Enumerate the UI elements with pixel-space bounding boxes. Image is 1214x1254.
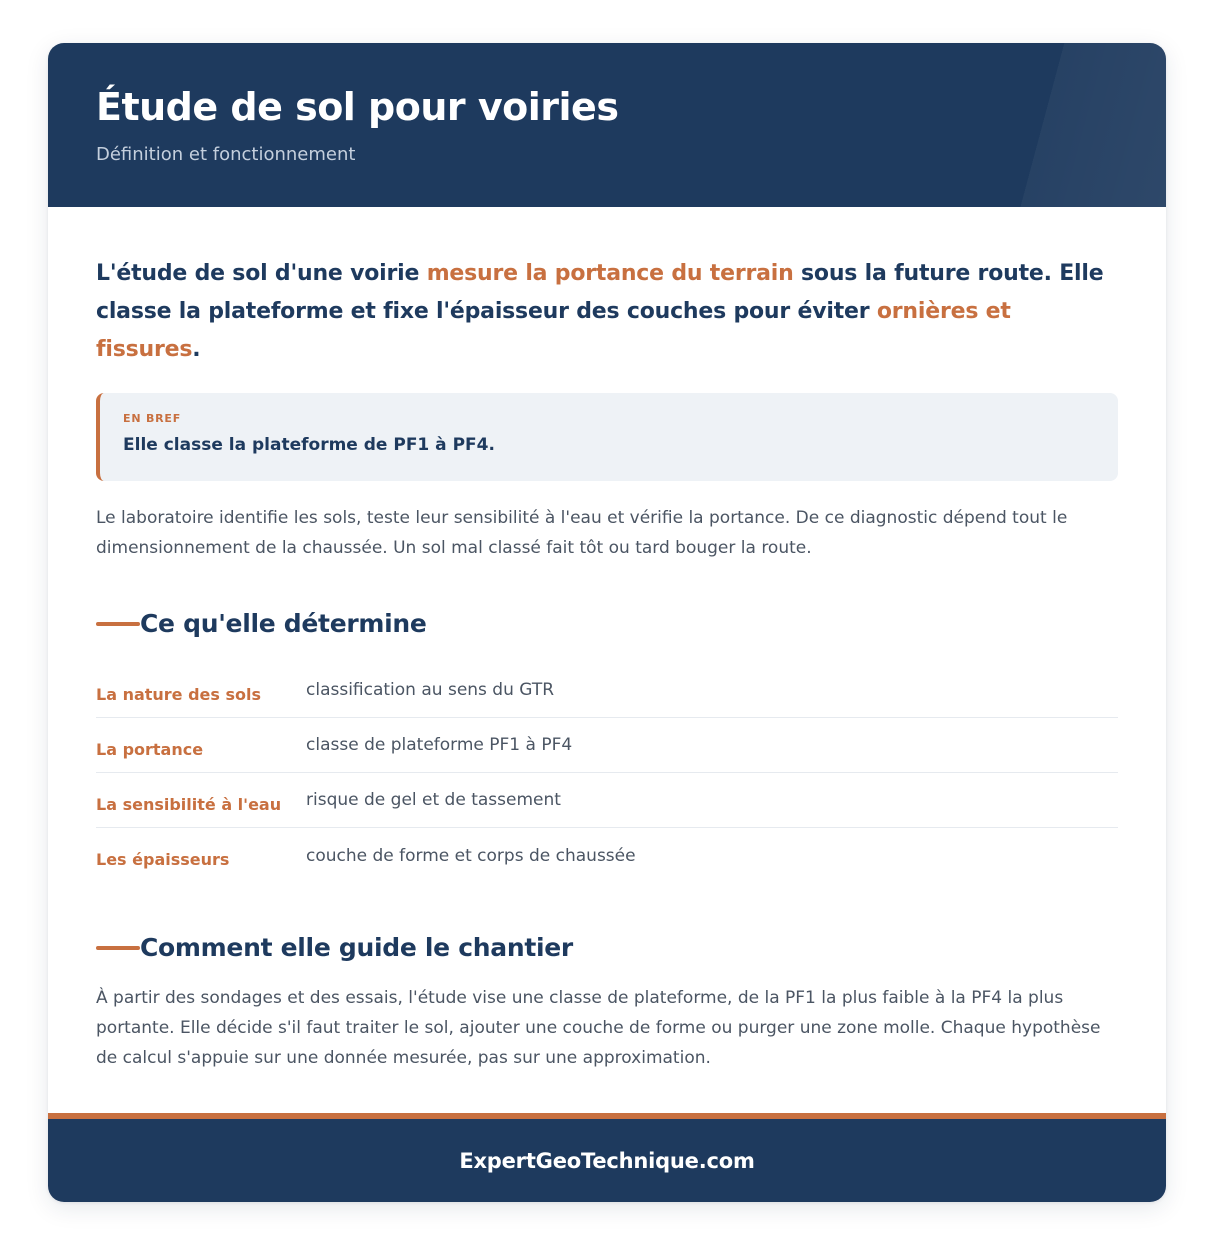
row-key: Les épaisseurs bbox=[96, 850, 230, 869]
intro-paragraph: Le laboratoire identifie les sols, teste leur sensibilité à l'eau et vérifie la portance. De ce diagnostic dépend tout le dimensionnement de la chaussée. Un sol mal classé fait tôt ou tard bouger la route. bbox=[96, 508, 1068, 558]
table-row bbox=[96, 663, 1118, 718]
section-dash-icon bbox=[96, 622, 140, 626]
callout-label: EN BREF bbox=[123, 412, 182, 425]
lead-highlight-2: ornières et fissures bbox=[96, 299, 1011, 362]
section-title-determine bbox=[96, 607, 1118, 641]
chantier-paragraph: À partir des sondages et des essais, l'étude vise une classe de plateforme, de la PF1 la plus faible à la PF4 la plus portante. Elle décide s'il faut traiter le sol, ajouter une couche de forme ou purger une zone molle. Chaque hypothèse de calcul s'appuie sur une donnée mesurée, pas sur une approximation. bbox=[96, 988, 1101, 1068]
callout-text: Elle classe la plateforme de PF1 à PF4. bbox=[123, 435, 495, 455]
table-row bbox=[96, 828, 1118, 883]
row-value: classe de plateforme PF1 à PF4 bbox=[306, 735, 573, 755]
row-key: La nature des sols bbox=[96, 684, 262, 704]
lead-text-2: sous la future route. Elle classe la plateforme et fixe l'épaisseur des couches pour éviter bbox=[96, 261, 1104, 324]
article-card bbox=[48, 43, 1166, 1202]
lead-text-3: . bbox=[192, 337, 201, 362]
main-content bbox=[48, 207, 1166, 1073]
row-value: couche de forme et corps de chaussée bbox=[306, 845, 636, 866]
page-subtitle: Définition et fonctionnement bbox=[96, 144, 356, 165]
lead-highlight-1: mesure la portance du terrain bbox=[426, 261, 794, 286]
header-banner bbox=[48, 43, 1166, 207]
table-row bbox=[96, 718, 1118, 773]
row-value: risque de gel et de tassement bbox=[306, 790, 561, 810]
section-title-chantier bbox=[96, 931, 1118, 965]
section-dash-icon bbox=[96, 946, 140, 950]
row-value: classification au sens du GTR bbox=[306, 680, 555, 700]
lead-text-1: L'étude de sol d'une voirie bbox=[96, 261, 427, 286]
section-title-text: Ce qu'elle détermine bbox=[140, 609, 427, 638]
footer-site-name: ExpertGeoTechnique.com bbox=[459, 1148, 755, 1173]
table-row bbox=[96, 773, 1118, 828]
section-title-text: Comment elle guide le chantier bbox=[140, 933, 573, 962]
lead-paragraph bbox=[96, 255, 1118, 369]
header-decoration bbox=[986, 43, 1166, 207]
determine-table bbox=[96, 663, 1118, 883]
summary-callout bbox=[96, 393, 1118, 481]
page-title: Étude de sol pour voiries bbox=[96, 85, 619, 129]
row-key: La sensibilité à l'eau bbox=[96, 794, 282, 814]
footer-bar bbox=[48, 1113, 1166, 1202]
row-key: La portance bbox=[96, 739, 204, 759]
